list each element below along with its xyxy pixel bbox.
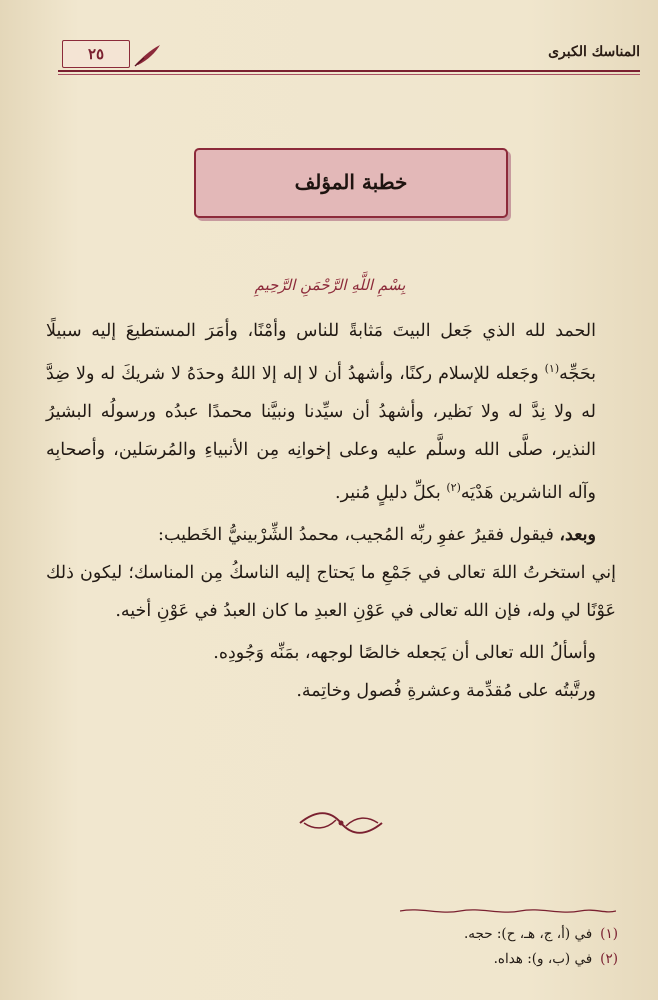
- paragraph-3: إني استخرتُ اللهَ تعالى في جَمْعِ ما يَحتاج إليه الناسكُ مِن المناسك؛ ليكون ذلك عَوْنًا لي وله، فإن الله تعالى في عَوْنِ العبدِ ما كان العبدُ في عَوْنِ أخيه.: [46, 562, 616, 621]
- chapter-title: خطبة المؤلف: [294, 170, 408, 194]
- page-number: ٢٥: [62, 40, 130, 68]
- footnote-ref-1: (١): [544, 362, 560, 375]
- footnote-2-text: في (ب، و): هداه.: [493, 951, 593, 967]
- paragraph-4: وأسألُ الله تعالى أن يَجعله خالصًا لوجهه، بمَنِّه وَجُودِه.: [213, 642, 596, 663]
- ornament-divider: [296, 806, 386, 840]
- paragraph-1: [46, 312, 616, 512]
- chapter-title-box: [194, 148, 508, 218]
- header-rule-thin: [58, 74, 640, 75]
- footnote-2: [300, 947, 618, 972]
- footnote-separator: [400, 906, 616, 916]
- paragraph-2-rest: فيقول فقيرُ عفوِ ربِّه المُجيب، محمدُ الشِّرْبينيُّ الخَطيب:: [158, 524, 560, 545]
- body-text: [46, 312, 616, 710]
- running-title: المناسك الكبرى: [548, 44, 640, 60]
- footnote-2-number: (٢): [600, 951, 618, 967]
- paragraph-2: [46, 516, 616, 554]
- paragraph-1-part-b: وجَعله للإسلام ركنًا، وأشهدُ أن لا إله إلا اللهُ وحدَهُ لا شريكَ له ولا ضِدَّ له ولا نِدَّ له ولا نَظير، وأشهدُ أن سيِّدنا ونبيَّنا محمدًا عبدُه ورسولُه البشيرُ النذير، صلَّى الله وسلَّم عليه وعلى إخوانِه مِن الأنبياءِ والمُرسَلين، وأصحابِه وآله الناشرين هَدْيَه: [46, 363, 596, 503]
- header-rule: [58, 70, 640, 72]
- quill-icon: [132, 42, 164, 68]
- paragraph-1-part-a: الحمد لله الذي جَعل البيتَ مَثابةً للناس وأمْنًا، وأمَرَ المستطيعَ إليه سبيلًا بحَجِّه: [46, 321, 596, 384]
- paragraph-1-part-c: بكلِّ دليلٍ مُنير.: [335, 482, 447, 503]
- footnote-1: [300, 922, 618, 947]
- basmala: بِسْمِ اللَّهِ الرَّحْمَنِ الرَّحِيمِ: [254, 276, 406, 294]
- paragraph-5: ورتَّبتُه على مُقدِّمة وعشرةِ فُصول وخاتِمة.: [296, 680, 596, 701]
- footnote-1-number: (١): [600, 926, 618, 942]
- footnote-1-text: في (أ، ج، هـ، ح): حجه.: [464, 926, 593, 942]
- paragraph-2-lead: وبعد،: [559, 524, 596, 545]
- footnote-ref-2: (٢): [446, 480, 461, 494]
- page-header: [58, 38, 640, 76]
- footnotes: [300, 922, 618, 972]
